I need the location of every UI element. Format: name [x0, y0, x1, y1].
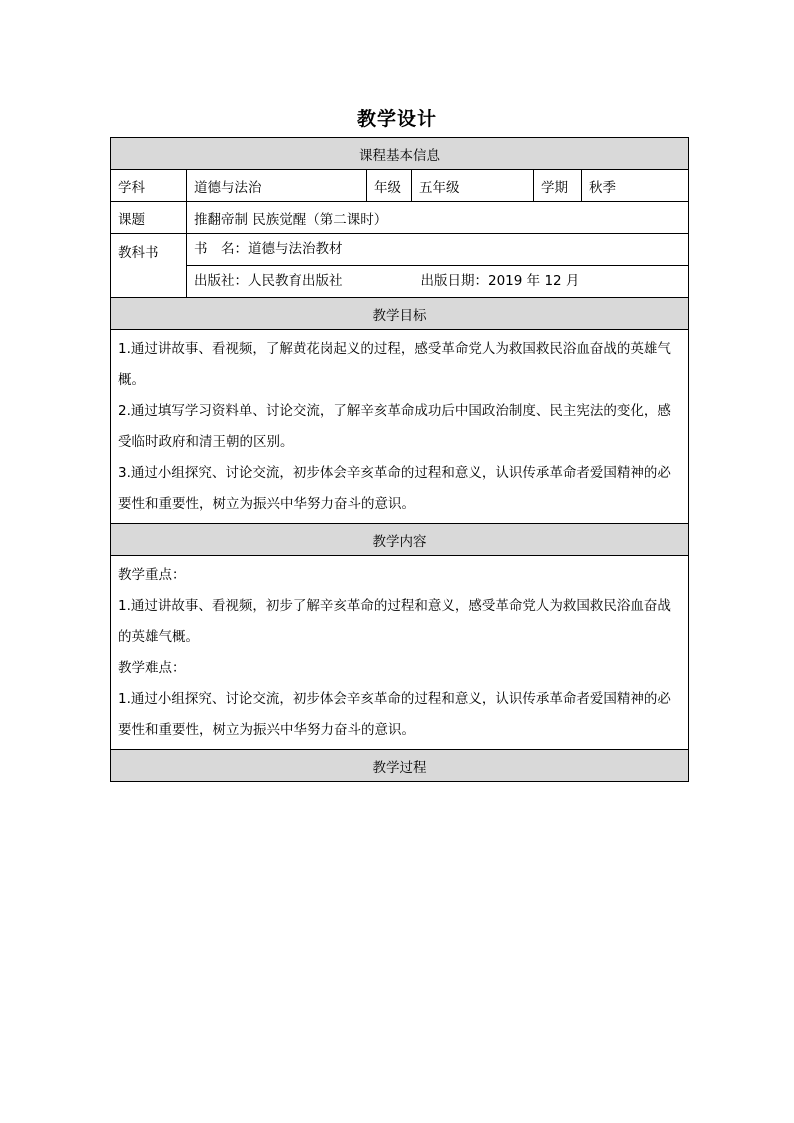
subject-label: 学科 [111, 170, 187, 202]
section-header-content: 教学内容 [111, 524, 689, 556]
difficult-point: 1.通过小组探究、讨论交流，初步体会辛亥革命的过程和意义，认识传承革命者爱国精神的必要性和重要性，树立为振兴中华努力奋斗的意识。 [118, 691, 671, 738]
topic-value: 推翻帝制 民族觉醒（第二课时） [187, 202, 689, 234]
key-point-label: 教学重点： [118, 567, 186, 583]
section-header-basic-info: 课程基本信息 [111, 138, 689, 170]
content-block [111, 556, 689, 750]
section-header-objectives: 教学目标 [111, 298, 689, 330]
publisher: 出版社：人民教育出版社 [194, 273, 343, 289]
topic-label: 课题 [111, 202, 187, 234]
key-point: 1.通过讲故事、看视频，初步了解辛亥革命的过程和意义，感受革命党人为救国救民浴血奋战的英雄气概。 [118, 598, 671, 645]
difficult-point-label: 教学难点： [118, 660, 186, 676]
textbook-info [187, 234, 689, 298]
objectives-block [111, 330, 689, 524]
term-value: 秋季 [582, 170, 689, 202]
grade-value: 五年级 [412, 170, 534, 202]
publish-date: 出版日期：2019 年 12 月 [420, 273, 580, 289]
textbook-label: 教科书 [111, 234, 187, 298]
objective-item: 2.通过填写学习资料单、讨论交流，了解辛亥革命成功后中国政治制度、民主宪法的变化，感受临时政府和清王朝的区别。 [118, 403, 671, 450]
objective-item: 3.通过小组探究、讨论交流，初步体会辛亥革命的过程和意义，认识传承革命者爱国精神的必要性和重要性，树立为振兴中华努力奋斗的意识。 [118, 465, 671, 512]
section-header-process: 教学过程 [111, 750, 689, 782]
publisher-line [194, 266, 681, 297]
book-name: 书 名：道德与法治教材 [187, 234, 688, 266]
grade-label: 年级 [367, 170, 412, 202]
objective-item: 1.通过讲故事、看视频，了解黄花岗起义的过程，感受革命党人为救国救民浴血奋战的英雄气概。 [118, 341, 671, 388]
page-title: 教学设计 [356, 108, 437, 130]
lesson-plan-table [110, 137, 689, 782]
term-label: 学期 [534, 170, 582, 202]
subject-value: 道德与法治 [187, 170, 367, 202]
